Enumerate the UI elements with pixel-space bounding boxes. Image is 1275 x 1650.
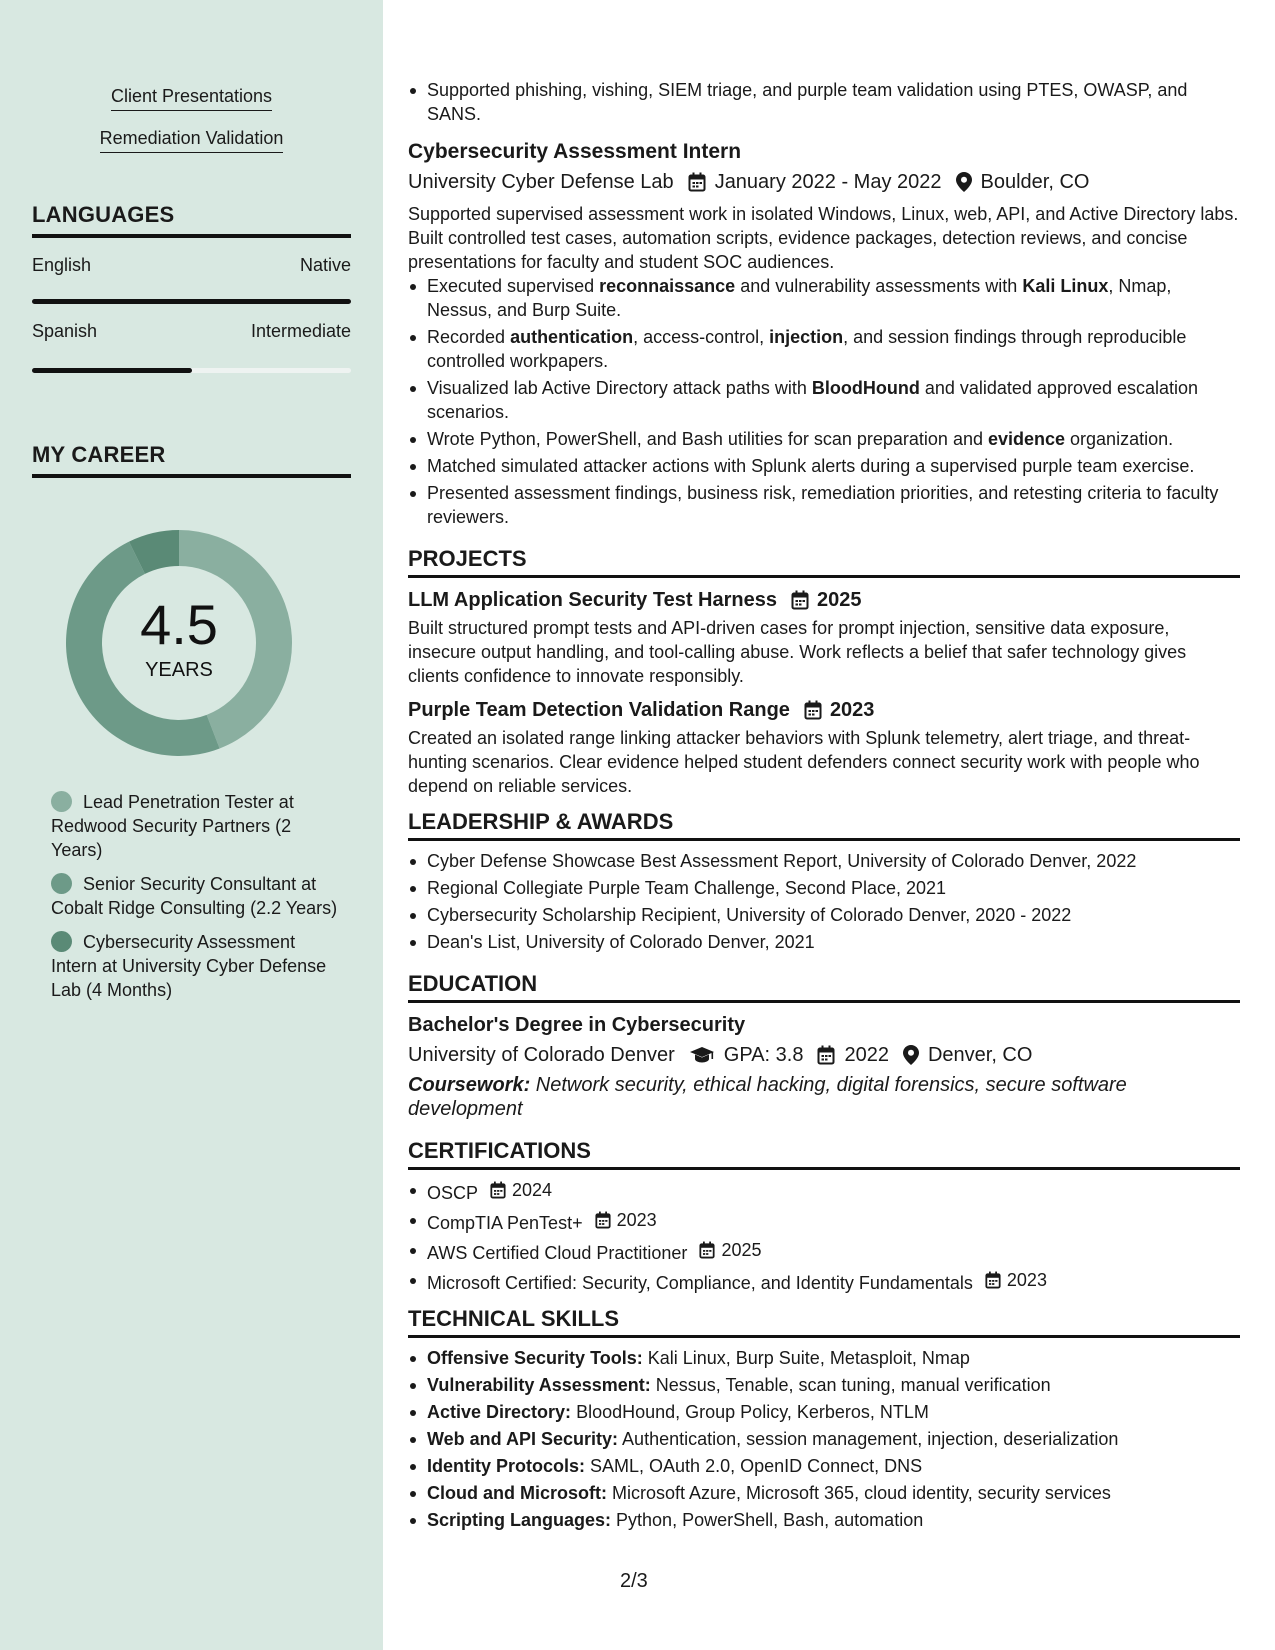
certifications-list: [408, 1178, 1240, 1295]
sidebar: [0, 0, 383, 1650]
certification-item: [408, 1208, 1240, 1235]
skill-label: Active Directory:: [427, 1402, 572, 1422]
skill-label: Identity Protocols:: [427, 1456, 586, 1476]
project-description: Built structured prompt tests and API-driven cases for prompt injection, sensitive data exposure, insecure output handling, and tool-calling abuse. Work reflects a belief that safer technology gives clients confidence to innovate responsibly.: [408, 618, 1187, 686]
calendar-icon: [688, 172, 706, 192]
graduation-cap-icon: [689, 1046, 715, 1064]
leadership-list: [408, 849, 1240, 954]
project-description: Created an isolated range linking attacker behaviors with Splunk telemetry, alert triage, and threat-hunting scenarios. Clear evidence helped student defenders connect security work with people who depend on reliable services.: [408, 728, 1200, 796]
list-item: Supported phishing, vishing, SIEM triage, and purple team validation using PTES, OWASP, and SANS.: [408, 78, 1240, 126]
career-legend-dot: [51, 791, 72, 812]
list-item: Regional Collegiate Purple Team Challenge, Second Place, 2021: [408, 876, 1240, 900]
job-title: Cybersecurity Assessment Intern: [408, 140, 742, 163]
job-org: University Cyber Defense Lab: [408, 171, 674, 193]
project-year: 2025: [816, 589, 862, 611]
career-item: Senior Security Consultant at Cobalt Ridge Consulting (2.2 Years): [51, 874, 338, 918]
certification-name: OSCP: [427, 1183, 479, 1203]
education-degree: Bachelor's Degree in Cybersecurity: [408, 1014, 746, 1036]
list-item: Recorded authentication, access-control, injection, and session findings through reproducible controlled workpapers.: [408, 325, 1240, 373]
skills-list: [408, 1346, 1240, 1532]
certification-name: AWS Certified Cloud Practitioner: [427, 1243, 688, 1263]
leadership-heading: LEADERSHIP & AWARDS: [408, 810, 1240, 841]
calendar-icon: [985, 1271, 1004, 1289]
education-year: 2022: [844, 1044, 889, 1066]
coursework-text: Network security, ethical hacking, digital forensics, secure software development: [408, 1074, 1127, 1120]
skills-heading: TECHNICAL SKILLS: [408, 1307, 1240, 1338]
skill-item: [408, 1373, 1240, 1397]
skill-item: [408, 1427, 1240, 1451]
skill-value: Kali Linux, Burp Suite, Metasploit, Nmap: [642, 1348, 970, 1368]
project-item: [408, 586, 1240, 688]
calendar-icon: [595, 1211, 614, 1229]
certification-item: [408, 1238, 1240, 1265]
certification-year: 2023: [1006, 1270, 1047, 1290]
certification-year: 2024: [512, 1180, 553, 1200]
location-pin-icon: [956, 172, 972, 192]
language-bar: [32, 299, 351, 304]
language-row: [32, 255, 351, 276]
calendar-icon: [804, 700, 822, 720]
career-heading: MY CAREER: [32, 442, 351, 478]
skill-item: [408, 1508, 1240, 1532]
career-total-value: 4.5: [140, 592, 218, 656]
career-total-unit: YEARS: [145, 658, 213, 681]
list-item: Cybersecurity Scholarship Recipient, University of Colorado Denver, 2020 - 2022: [408, 903, 1240, 927]
skill-value: Microsoft Azure, Microsoft 365, cloud identity, security services: [606, 1483, 1111, 1503]
education-heading: EDUCATION: [408, 972, 1240, 1003]
job-location: Boulder, CO: [980, 171, 1090, 193]
coursework-label: Coursework:: [408, 1074, 531, 1096]
education-location: Denver, CO: [927, 1044, 1033, 1066]
certification-name: CompTIA PenTest+: [427, 1213, 583, 1233]
education-gpa: GPA: 3.8: [723, 1044, 804, 1066]
languages-heading: LANGUAGES: [32, 202, 351, 238]
language-bar-fill: [32, 368, 192, 373]
career-item: Lead Penetration Tester at Redwood Security Partners (2 Years): [51, 792, 294, 860]
skill-item: [408, 1346, 1240, 1370]
job-bullets: [408, 274, 1240, 529]
projects-heading: PROJECTS: [408, 547, 1240, 578]
education-coursework: [408, 1073, 1240, 1121]
list-item: Wrote Python, PowerShell, and Bash utilities for scan preparation and evidence organization.: [408, 427, 1240, 451]
language-name: Spanish: [32, 321, 98, 341]
job-meta: [408, 168, 1240, 196]
list-item: Visualized lab Active Directory attack paths with BloodHound and validated approved escalation scenarios.: [408, 376, 1240, 424]
education-meta: [408, 1041, 1240, 1069]
career-total: [66, 530, 292, 756]
project-title: LLM Application Security Test Harness: [408, 589, 777, 611]
project-item: [408, 696, 1240, 798]
skill-item: [408, 1454, 1240, 1478]
education-school: University of Colorado Denver: [408, 1044, 675, 1066]
list-item: Executed supervised reconnaissance and vulnerability assessments with Kali Linux, Nmap, Nessus, and Burp Suite.: [408, 274, 1240, 322]
sidebar-link-remediation-validation[interactable]: Remediation Validation: [0, 128, 383, 153]
location-pin-icon: [903, 1045, 919, 1065]
sidebar-link-client-presentations[interactable]: Client Presentations: [0, 86, 383, 111]
skill-item: [408, 1400, 1240, 1424]
list-item: Matched simulated attacker actions with Splunk alerts during a supervised purple team exercise.: [408, 454, 1240, 478]
calendar-icon: [817, 1045, 835, 1065]
calendar-icon: [791, 590, 809, 610]
certification-item: [408, 1268, 1240, 1295]
job-description: Supported supervised assessment work in isolated Windows, Linux, web, API, and Active Directory labs. Built controlled test cases, automation scripts, evidence packages, detection reviews, and concise presentations for faculty and student SOC audiences.: [408, 204, 1239, 272]
skill-label: Offensive Security Tools:: [427, 1348, 643, 1368]
calendar-icon: [490, 1181, 509, 1199]
page-number: 2/3: [620, 1570, 648, 1592]
skill-label: Vulnerability Assessment:: [427, 1375, 651, 1395]
skill-value: BloodHound, Group Policy, Kerberos, NTLM: [571, 1402, 929, 1422]
project-year: 2023: [829, 699, 875, 721]
list-item: Dean's List, University of Colorado Denver, 2021: [408, 930, 1240, 954]
project-title: Purple Team Detection Validation Range: [408, 699, 790, 721]
skill-label: Scripting Languages:: [427, 1510, 612, 1530]
skill-label: Cloud and Microsoft:: [427, 1483, 607, 1503]
language-level: Intermediate: [250, 321, 351, 341]
language-bar: [32, 368, 351, 373]
language-name: English: [32, 255, 92, 275]
skill-value: Nessus, Tenable, scan tuning, manual verification: [650, 1375, 1051, 1395]
certification-item: [408, 1178, 1240, 1205]
career-item: Cybersecurity Assessment Intern at University Cyber Defense Lab (4 Months): [51, 932, 327, 1000]
certifications-heading: CERTIFICATIONS: [408, 1139, 1240, 1170]
certification-year: 2025: [721, 1240, 762, 1260]
career-legend-dot: [51, 931, 72, 952]
previous-job-bullets: [408, 78, 1240, 126]
skill-label: Web and API Security:: [427, 1429, 619, 1449]
skill-value: Authentication, session management, injection, deserialization: [618, 1429, 1119, 1449]
skill-item: [408, 1481, 1240, 1505]
skill-value: Python, PowerShell, Bash, automation: [611, 1510, 924, 1530]
list-item: Presented assessment findings, business risk, remediation priorities, and retesting criteria to faculty reviewers.: [408, 481, 1240, 529]
certification-year: 2023: [616, 1210, 657, 1230]
career-list: [51, 790, 341, 1012]
career-legend-dot: [51, 873, 72, 894]
calendar-icon: [699, 1241, 718, 1259]
list-item: Cyber Defense Showcase Best Assessment Report, University of Colorado Denver, 2022: [408, 849, 1240, 873]
job-dates: January 2022 - May 2022: [714, 171, 942, 193]
skill-value: SAML, OAuth 2.0, OpenID Connect, DNS: [585, 1456, 923, 1476]
language-level: Native: [299, 255, 351, 275]
certification-name: Microsoft Certified: Security, Compliance, and Identity Fundamentals: [427, 1273, 973, 1293]
language-row: [32, 321, 351, 342]
main-content: [408, 78, 1240, 1535]
language-bar-fill: [32, 299, 351, 304]
